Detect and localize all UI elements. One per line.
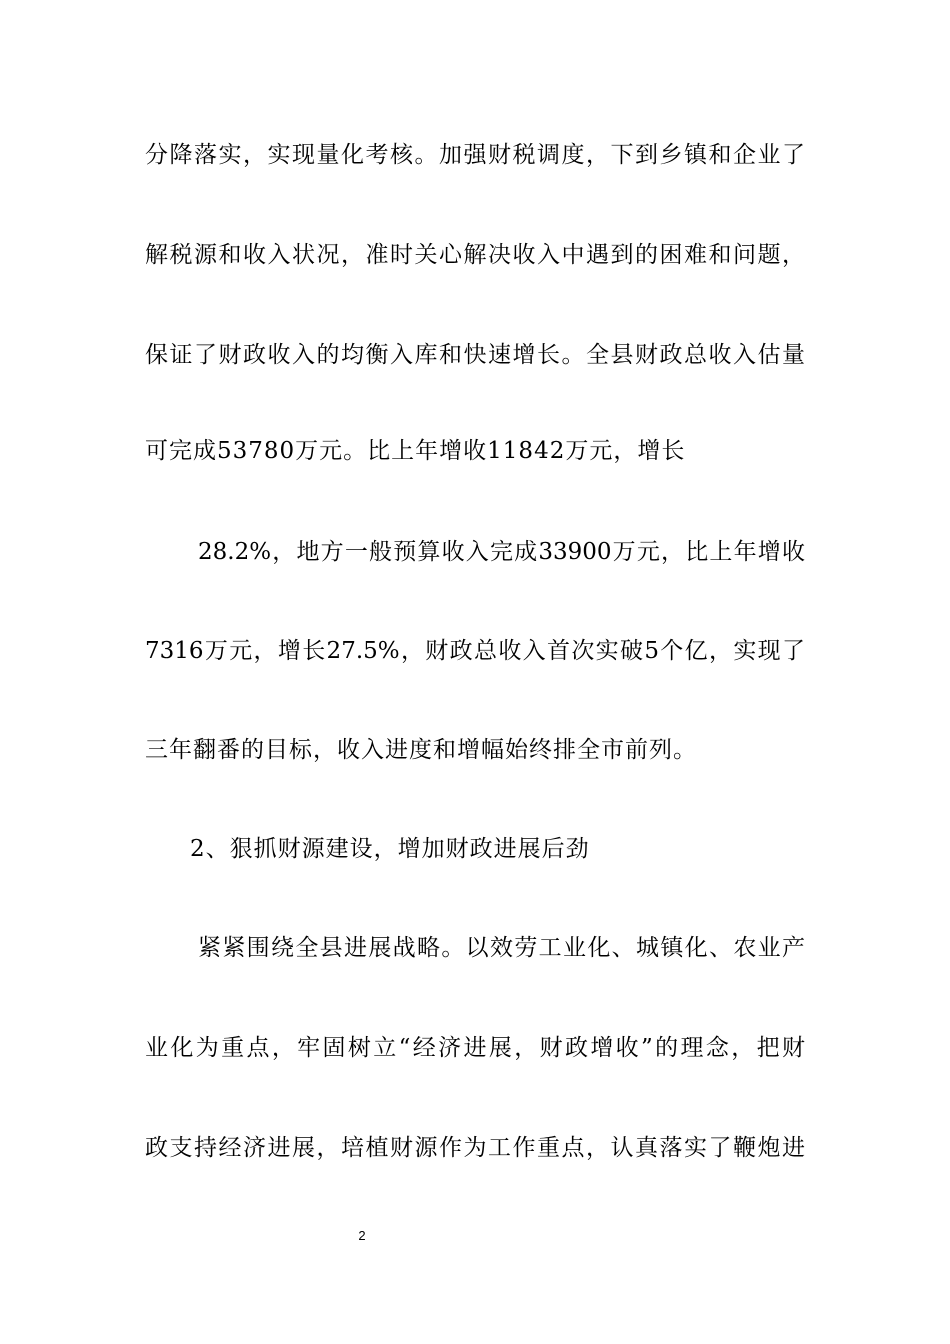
body-text-line: 保证了财政收入的均衡入库和快速增长。全县财政总收入估量 [145,342,805,368]
body-text-line: 28.2%，地方一般预算收入完成33900万元，比上年增收 [198,539,805,565]
page-number: 2 [358,1228,366,1243]
body-text-line: 政支持经济进展，培植财源作为工作重点，认真落实了鞭炮进 [145,1135,805,1161]
body-text-line: 可完成53780万元。比上年增收11842万元，增长 [145,438,686,464]
body-text-line: 业化为重点，牢固树立“经济进展，财政增收”的理念，把财 [145,1035,805,1061]
section-heading: 2、狠抓财源建设，增加财政进展后劲 [190,836,590,862]
body-text-line: 三年翻番的目标，收入进度和增幅始终排全市前列。 [145,737,697,763]
body-text-line: 紧紧围绕全县进展战略。以效劳工业化、城镇化、农业产 [198,935,805,961]
body-text-line: 7316万元，增长27.5%，财政总收入首次实破5个亿，实现了 [145,638,805,664]
body-text-line: 分降落实，实现量化考核。加强财税调度，下到乡镇和企业了 [145,142,805,168]
body-text-line: 解税源和收入状况，准时关心解决收入中遇到的困难和问题， [145,242,805,268]
